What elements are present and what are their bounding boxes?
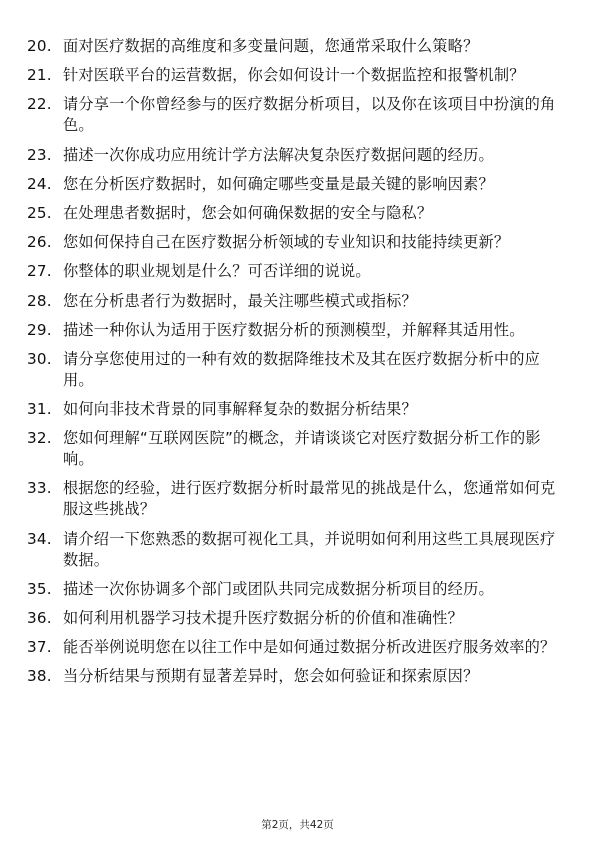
question-item — [27, 349, 567, 391]
question-text: 描述一次你成功应用统计学方法解决复杂医疗数据问题的经历。 — [63, 145, 494, 164]
question-number: 23. — [27, 145, 52, 164]
question-item — [27, 608, 567, 629]
question-item — [27, 320, 567, 341]
question-number: 32. — [27, 429, 52, 448]
question-item — [27, 478, 567, 520]
question-number: 24. — [27, 174, 52, 193]
question-text: 请介绍一下您熟悉的数据可视化工具，并说明如何利用这些工具展现医疗数据。 — [63, 529, 556, 569]
question-number: 20. — [27, 37, 52, 55]
question-text: 当分析结果与预期有显著差异时，您会如何验证和探索原因？ — [63, 667, 479, 686]
question-text: 您如何保持自己在医疗数据分析领域的专业知识和技能持续更新？ — [63, 233, 510, 252]
question-text: 针对医联平台的运营数据，你会如何设计一个数据监控和报警机制？ — [63, 66, 525, 85]
question-text: 请分享您使用过的一种有效的数据降维技术及其在医疗数据分析中的应用。 — [63, 349, 541, 389]
question-text: 如何向非技术背景的同事解释复杂的数据分析结果？ — [63, 400, 417, 419]
question-number: 37. — [27, 638, 52, 657]
question-number: 25. — [27, 203, 52, 222]
question-text: 在处理患者数据时，您会如何确保数据的安全与隐私？ — [63, 203, 433, 222]
question-text: 面对医疗数据的高维度和多变量问题，您通常采取什么策略？ — [63, 37, 479, 55]
question-item — [27, 291, 567, 312]
question-number: 35. — [27, 579, 52, 598]
question-text: 能否举例说明您在以往工作中是如何通过数据分析改进医疗服务效率的？ — [63, 638, 556, 657]
question-number: 29. — [27, 320, 52, 339]
question-number: 33. — [27, 479, 52, 498]
question-number: 28. — [27, 291, 52, 310]
question-number: 30. — [27, 349, 52, 368]
question-item — [27, 261, 567, 282]
question-number: 38. — [27, 667, 52, 686]
question-number: 27. — [27, 262, 52, 281]
question-item — [27, 529, 567, 571]
page-footer: 第2页，共42页 — [261, 819, 334, 831]
question-text: 你整体的职业规划是什么？可否详细的说说。 — [63, 262, 371, 281]
question-item — [27, 65, 567, 86]
question-item — [27, 203, 567, 224]
question-text: 请分享一个你曾经参与的医疗数据分析项目，以及你在该项目中扮演的角色。 — [63, 95, 556, 135]
question-item — [27, 666, 567, 687]
question-number: 36. — [27, 609, 52, 627]
question-number: 21. — [27, 66, 52, 85]
question-number: 31. — [27, 400, 52, 419]
question-number: 22. — [27, 95, 52, 114]
question-item — [27, 145, 567, 166]
question-list — [27, 36, 567, 696]
question-number: 26. — [27, 233, 52, 252]
question-item — [27, 94, 567, 136]
question-item — [27, 36, 567, 57]
question-text: 您在分析医疗数据时，如何确定哪些变量是最关键的影响因素？ — [63, 174, 494, 193]
question-item — [27, 428, 567, 470]
question-text: 描述一次你协调多个部门或团队共同完成数据分析项目的经历。 — [63, 579, 494, 598]
question-item — [27, 579, 567, 600]
question-item — [27, 232, 567, 253]
question-text: 您如何理解“互联网医院”的概念，并请谈谈它对医疗数据分析工作的影响。 — [63, 429, 541, 469]
question-text: 如何利用机器学习技术提升医疗数据分析的价值和准确性？ — [63, 609, 464, 627]
question-item — [27, 174, 567, 195]
question-item — [27, 399, 567, 420]
question-text: 您在分析患者行为数据时，最关注哪些模式或指标？ — [63, 291, 417, 310]
question-number: 34. — [27, 529, 52, 548]
question-text: 描述一种你认为适用于医疗数据分析的预测模型，并解释其适用性。 — [63, 320, 525, 339]
question-text: 根据您的经验，进行医疗数据分析时最常见的挑战是什么，您通常如何克服这些挑战？ — [63, 479, 556, 519]
question-item — [27, 637, 567, 658]
